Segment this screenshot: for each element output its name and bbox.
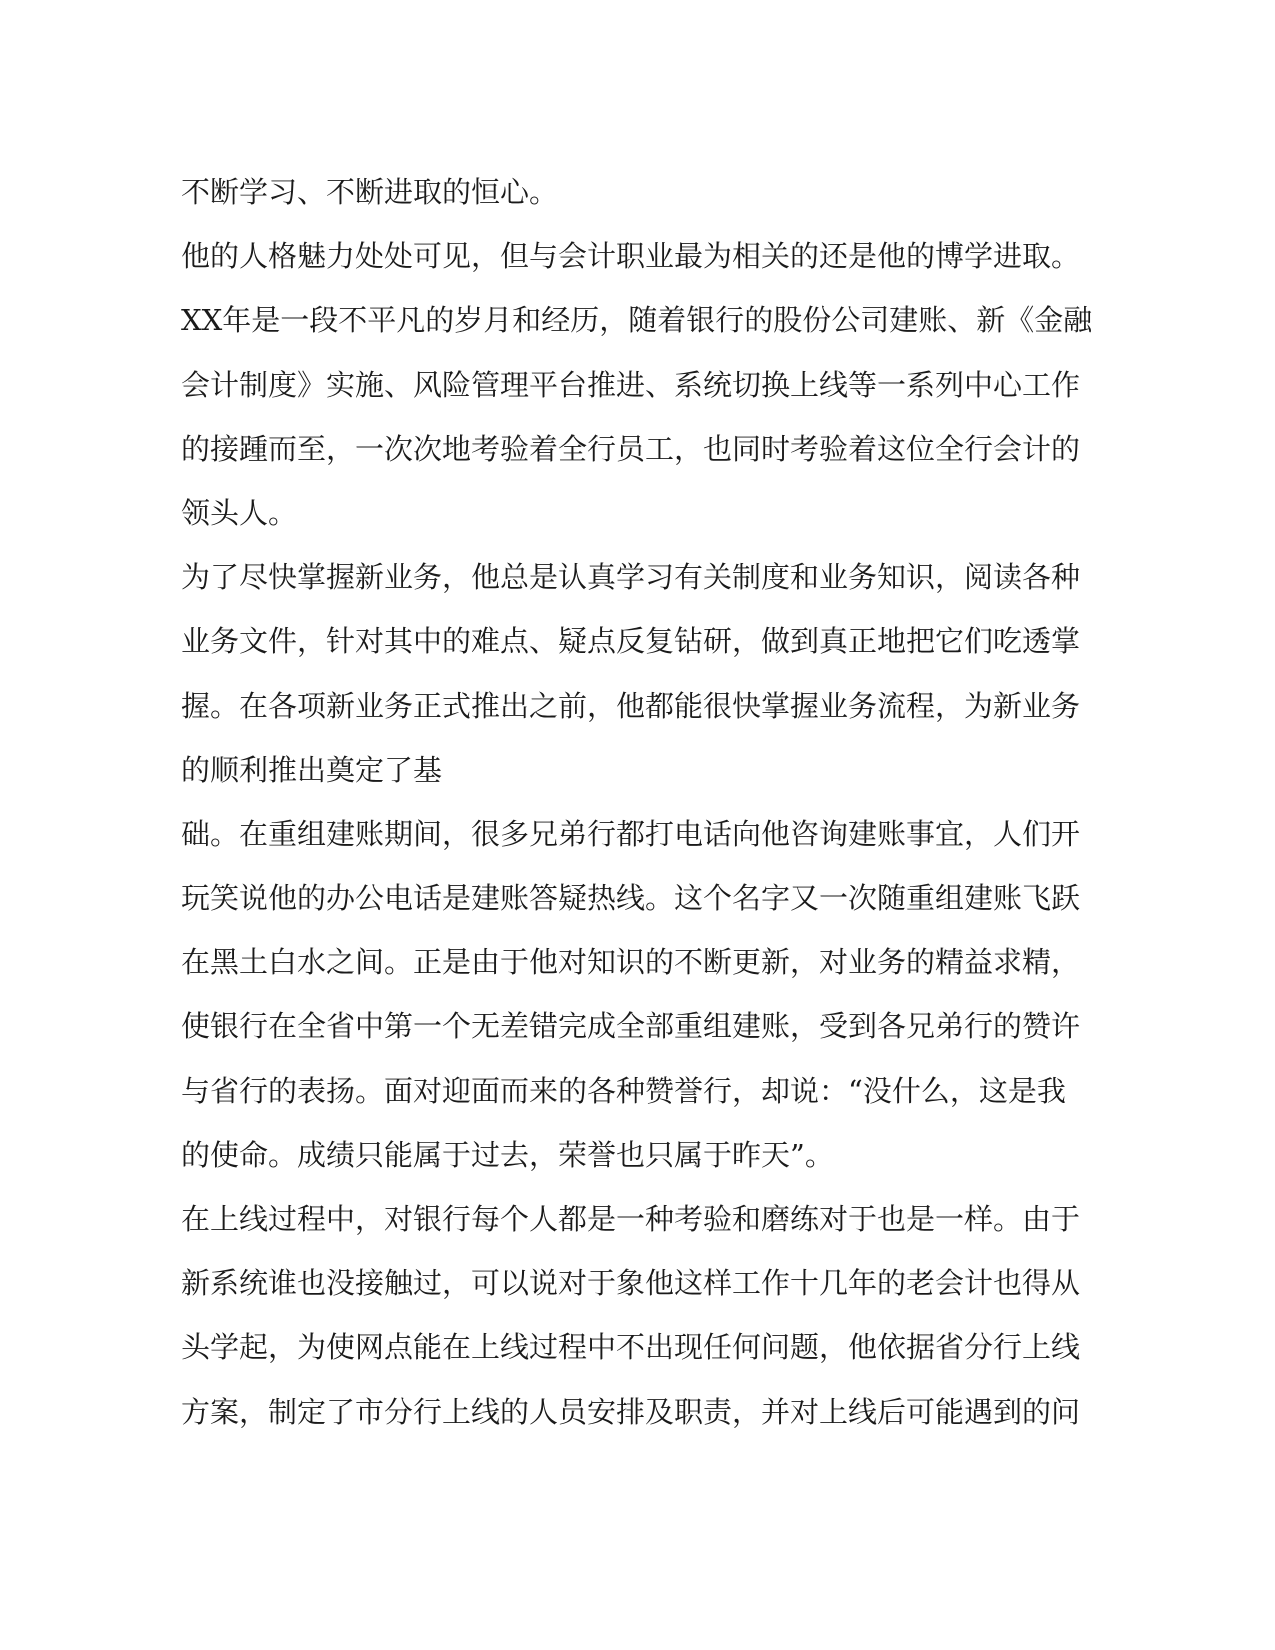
text-line: 础。在重组建账期间，很多兄弟行都打电话向他咨询建账事宜，人们开 <box>181 816 1081 851</box>
text-line: 不断学习、不断进取的恒心。 <box>181 175 559 209</box>
text-line: XX年是一段不平凡的岁月和经历，随着银行的股份公司建账、新《金融 <box>181 303 1093 338</box>
text-line: 的接踵而至，一次次地考验着全行员工，也同时考验着这位全行会计的 <box>181 431 1081 466</box>
text-line: 新系统谁也没接触过，可以说对于象他这样工作十几年的老会计也得从 <box>181 1266 1081 1301</box>
text-line: 业务文件，针对其中的难点、疑点反复钻研，做到真正地把它们吃透掌 <box>181 624 1081 659</box>
body-text <box>181 160 1093 1444</box>
text-line: 握。在各项新业务正式推出之前，他都能很快掌握业务流程，为新业务 <box>181 688 1081 723</box>
text-line: 在上线过程中，对银行每个人都是一种考验和磨练对于也是一样。由于 <box>181 1202 1081 1236</box>
text-line: 的使命。成绩只能属于过去，荣誉也只属于昨天”。 <box>181 1137 834 1172</box>
text-line: 与省行的表扬。面对迎面而来的各种赞誉行，却说：“没什么，这是我 <box>181 1073 1066 1108</box>
text-line: 使银行在全省中第一个无差错完成全部重组建账，受到各兄弟行的赞许 <box>181 1009 1081 1044</box>
text-line: 头学起，为使网点能在上线过程中不出现任何问题，他依据省分行上线 <box>181 1330 1081 1365</box>
text-line: 领头人。 <box>181 495 298 530</box>
text-line: 为了尽快掌握新业务，他总是认真学习有关制度和业务知识，阅读各种 <box>181 560 1081 595</box>
text-line: 会计制度》实施、风险管理平台推进、系统切换上线等一系列中心工作 <box>181 367 1081 402</box>
text-line: 方案，制定了市分行上线的人员安排及职责，并对上线后可能遇到的问 <box>181 1394 1081 1429</box>
text-line: 的顺利推出奠定了基 <box>181 752 443 787</box>
text-line: 玩笑说他的办公电话是建账答疑热线。这个名字又一次随重组建账飞跃 <box>181 881 1081 916</box>
text-line: 在黑土白水之间。正是由于他对知识的不断更新，对业务的精益求精， <box>181 945 1081 980</box>
text-line: 他的人格魅力处处可见，但与会计职业最为相关的还是他的博学进取。 <box>181 239 1081 274</box>
